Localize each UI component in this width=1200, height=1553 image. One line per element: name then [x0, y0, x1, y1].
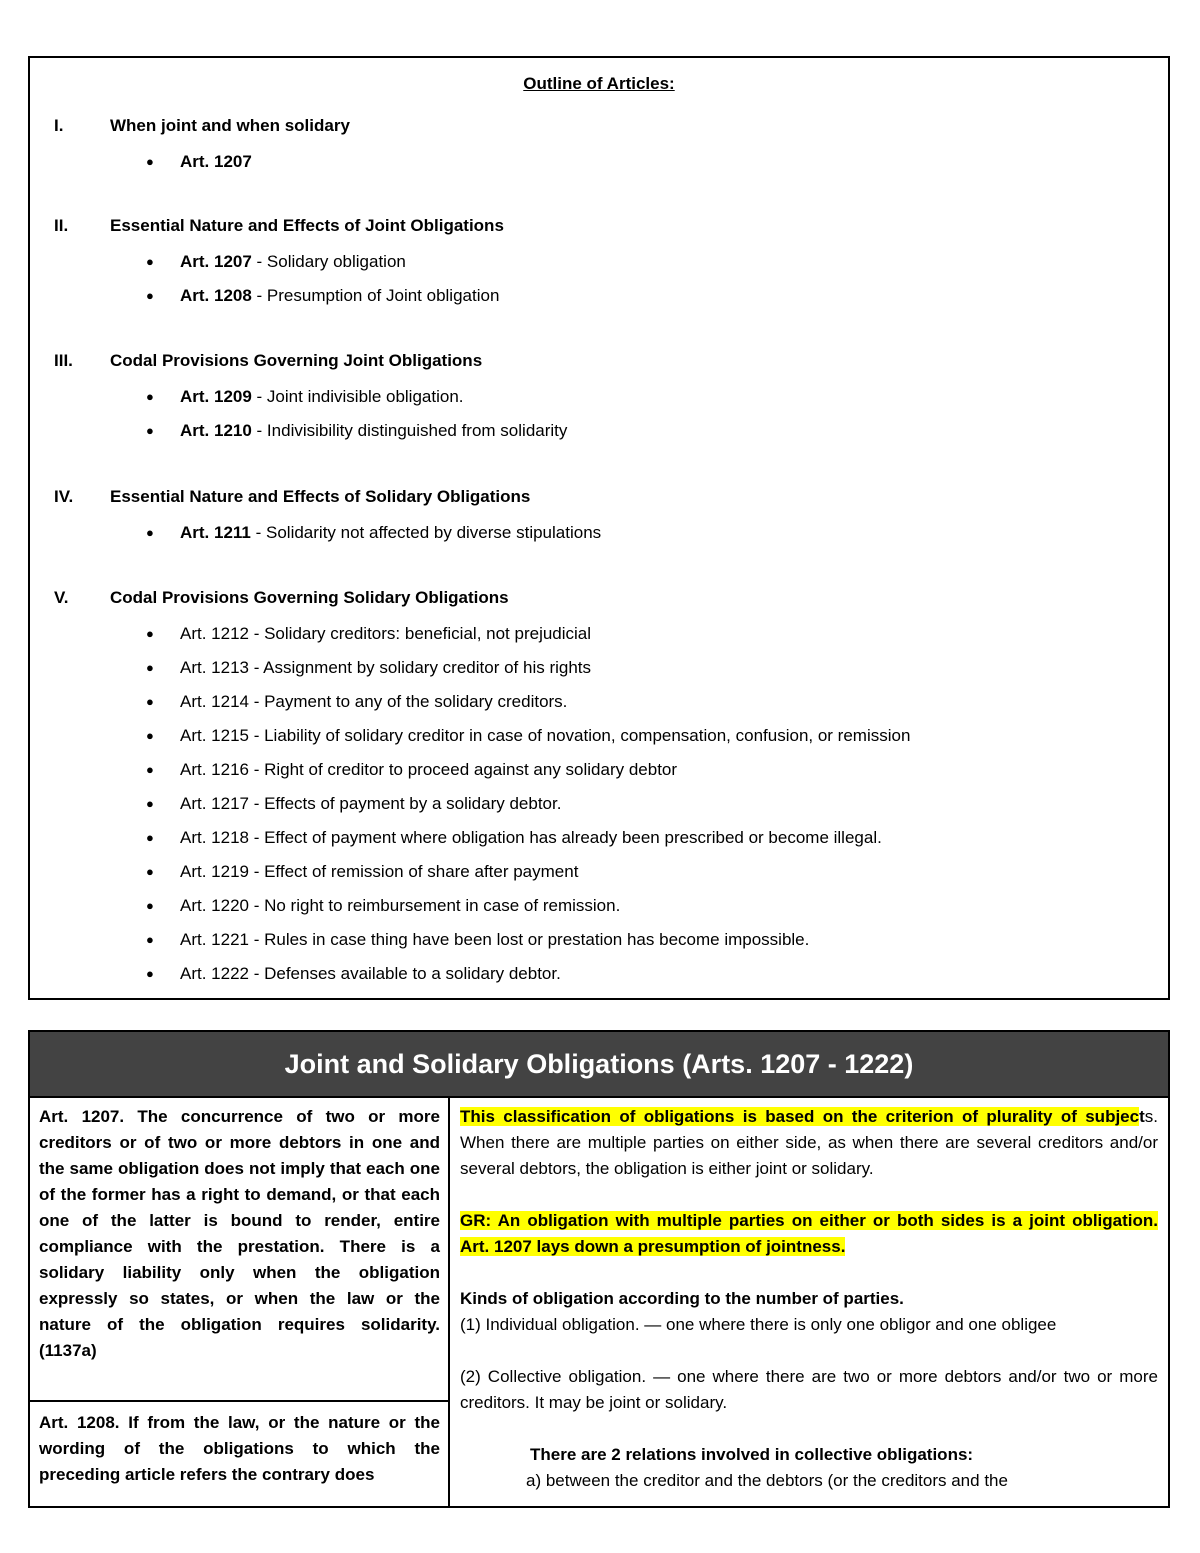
highlight-tail: t [1139, 1107, 1145, 1126]
list-item [30, 419, 1168, 453]
article-description: Art. 1216 - Right of creditor to proceed against any solidary debtor [180, 760, 678, 779]
item-text [180, 758, 677, 782]
item-text [180, 284, 499, 308]
section-title: Essential Nature and Effects of Solidary Obligations [110, 487, 531, 506]
art-1208-text: Art. 1208. If from the law, or the nature or the wording of the obligations to which the preceding article refers the contrary does [39, 1413, 440, 1484]
bullet-icon: ● [146, 694, 154, 709]
article-description: - Solidarity not affected by diverse stipulations [250, 523, 602, 542]
article-number: Art. 1207 [180, 252, 252, 271]
item-text [180, 385, 464, 409]
section-number: III. [54, 351, 73, 370]
article-description: Art. 1212 - Solidary creditors: beneficial, not prejudicial [180, 624, 592, 643]
item-text [180, 928, 809, 952]
section-title: Codal Provisions Governing Solidary Obligations [110, 588, 509, 607]
bullet-icon: ● [146, 864, 154, 879]
article-description: Art. 1220 - No right to reimbursement in case of remission. [180, 896, 621, 915]
kinds-heading: Kinds of obligation according to the number of parties. [460, 1289, 904, 1308]
table-banner: Joint and Solidary Obligations (Arts. 1207 - 1222) [30, 1032, 1168, 1098]
article-description: Art. 1219 - Effect of remission of share after payment [180, 862, 579, 881]
bullet-icon: ● [146, 932, 154, 947]
list-item [30, 385, 1168, 419]
outline-section [30, 588, 1168, 996]
list-item [30, 860, 1168, 894]
outline-section [30, 351, 1168, 453]
list-item [30, 690, 1168, 724]
relation-a: a) between the creditor and the debtors (or the creditors and the [526, 1471, 1008, 1490]
bullet-icon: ● [146, 966, 154, 981]
bullet-icon: ● [146, 154, 154, 169]
section-number: II. [54, 216, 69, 235]
article-description: Art. 1213 - Assignment by solidary creditor of his rights [180, 658, 592, 677]
outline-box [28, 56, 1170, 1000]
bullet-icon: ● [146, 389, 154, 404]
section-heading [30, 351, 1168, 375]
list-item [30, 758, 1168, 792]
article-description: - Indivisibility distinguished from solidarity [251, 421, 568, 440]
relations-heading: There are 2 relations involved in collective obligations: [530, 1445, 974, 1464]
classification-rest: s. When there are multiple parties on either side, as when there are several creditors and/or several debtors, the obligation is either joint or solidary. [460, 1107, 1158, 1178]
article-description: Art. 1221 - Rules in case thing have been lost or prestation has become impossible. [180, 930, 810, 949]
item-text [180, 690, 567, 714]
section-number: V. [54, 588, 69, 607]
list-item [30, 250, 1168, 284]
bullet-icon: ● [146, 254, 154, 269]
bullet-icon: ● [146, 796, 154, 811]
kind-individual: (1) Individual obligation. — one where there is only one obligor and one obligee [460, 1315, 1057, 1334]
article-description: Art. 1214 - Payment to any of the solidary creditors. [180, 692, 568, 711]
article-description: Art. 1222 - Defenses available to a solidary debtor. [180, 964, 561, 983]
bullet-icon: ● [146, 288, 154, 303]
list-item [30, 150, 1168, 184]
section-heading [30, 487, 1168, 511]
section-title: Codal Provisions Governing Joint Obligations [110, 351, 483, 370]
item-text [180, 860, 578, 884]
bullet-icon: ● [146, 830, 154, 845]
list-item [30, 622, 1168, 656]
item-text [180, 792, 561, 816]
item-text [180, 622, 591, 646]
article-description: - Presumption of Joint obligation [251, 286, 500, 305]
item-text [180, 724, 910, 748]
section-heading [30, 116, 1168, 140]
bullet-icon: ● [146, 762, 154, 777]
article-number: Art. 1210 [180, 421, 252, 440]
section-title: Essential Nature and Effects of Joint Obligations [110, 216, 504, 235]
item-text [180, 150, 252, 174]
article-number: Art. 1209 [180, 387, 252, 406]
article-description: Art. 1215 - Liability of solidary creditor in case of novation, compensation, confusion, or remission [180, 726, 911, 745]
article-number: Art. 1211 [180, 523, 251, 542]
bullet-icon: ● [146, 626, 154, 641]
item-text [180, 826, 882, 850]
bullet-icon: ● [146, 898, 154, 913]
list-item [30, 928, 1168, 962]
list-item [30, 962, 1168, 996]
section-heading [30, 588, 1168, 612]
classification-paragraph [460, 1104, 1158, 1182]
kind-collective: (2) Collective obligation. — one where there are two or more debtors and/or two or more creditors. It may be joint or solidary. [460, 1367, 1158, 1412]
item-text [180, 521, 601, 545]
item-text [180, 656, 591, 680]
section-heading [30, 216, 1168, 240]
section-title: When joint and when solidary [110, 116, 350, 135]
commentary-column [450, 1096, 1168, 1506]
list-item [30, 724, 1168, 758]
section-number: I. [54, 116, 64, 135]
obligations-table [28, 1030, 1170, 1508]
outline-section [30, 487, 1168, 555]
list-item [30, 826, 1168, 860]
article-description: - Joint indivisible obligation. [251, 387, 464, 406]
item-text [180, 419, 567, 443]
bullet-icon: ● [146, 660, 154, 675]
item-text [180, 250, 406, 274]
article-number: Art. 1208 [180, 286, 252, 305]
item-text [180, 894, 620, 918]
section-number: IV. [54, 487, 74, 506]
list-item [30, 894, 1168, 928]
bullet-icon: ● [146, 525, 154, 540]
codal-column [30, 1096, 450, 1506]
general-rule: GR: An obligation with multiple parties on either or both sides is a joint obligation. Art. 1207 lays down a presumption of jointness. [460, 1211, 1158, 1256]
article-description: - Solidary obligation [251, 252, 406, 271]
bullet-icon: ● [146, 728, 154, 743]
bullet-icon: ● [146, 423, 154, 438]
item-text [180, 962, 561, 986]
article-description: Art. 1217 - Effects of payment by a solidary debtor. [180, 794, 562, 813]
highlight-plurality: This classification of obligations is based on the criterion of plurality of subjec [460, 1107, 1140, 1126]
list-item [30, 792, 1168, 826]
outline-section [30, 216, 1168, 318]
list-item [30, 284, 1168, 318]
list-item [30, 521, 1168, 555]
list-item [30, 656, 1168, 690]
article-description: Art. 1218 - Effect of payment where obligation has already been prescribed or become illegal. [180, 828, 882, 847]
outline-section [30, 116, 1168, 184]
outline-title: Outline of Articles: [523, 74, 675, 93]
art-1207-text: Art. 1207. The concurrence of two or more creditors or of two or more debtors in one and the same obligation does not imply that each one of the former has a right to demand, or that each one of the latter is bound to render, entire compliance with the prestation. There is a solidary liability only when the obligation expressly so states, or when the law or the nature of the obligation requires solidarity. (1137a) [30, 1096, 448, 1402]
article-number: Art. 1207 [180, 152, 252, 171]
